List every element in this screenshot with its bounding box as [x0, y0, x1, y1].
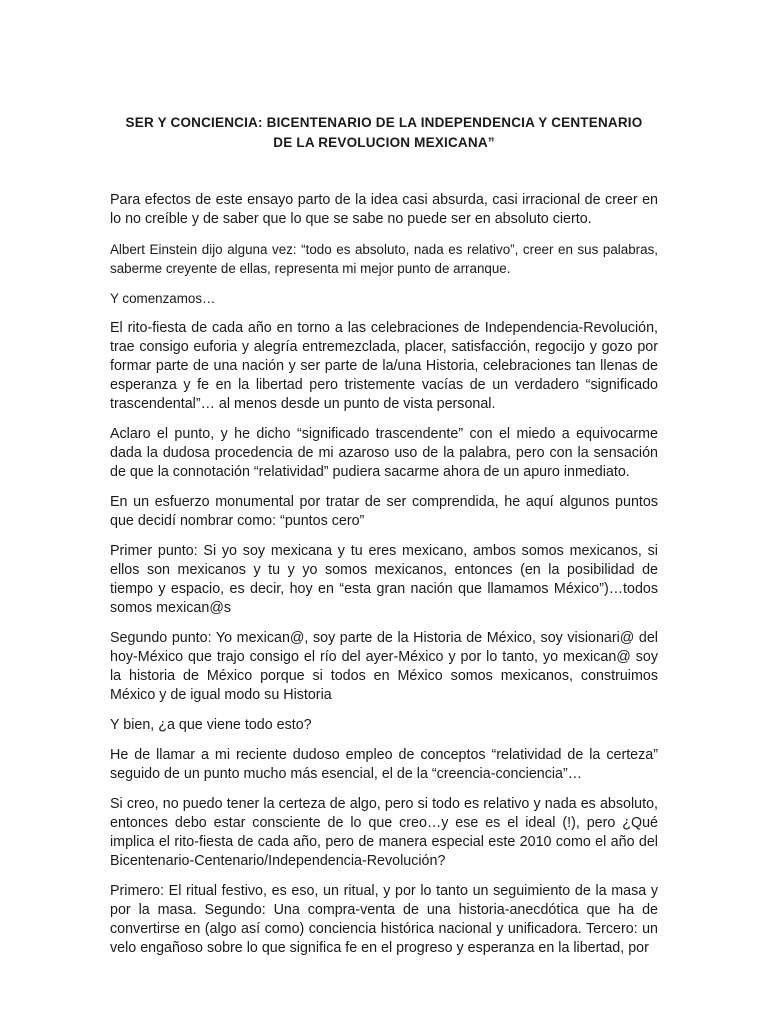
paragraph-si-creo: Si creo, no puedo tener la certeza de algo, pero si todo es relativo y nada es absoluto, entonces debo estar consciente de lo que creo…y ese es el ideal (!), pero ¿Qué implica el rito-fiesta de cada año, pero de manera especial este 2010 como el año del Bicentenario-Centenario/Independencia-Revolución? [110, 796, 658, 869]
paragraph-intro: Para efectos de este ensayo parto de la idea casi absurda, casi irracional de creer en lo no creíble y de saber que lo que se sabe no puede ser en absoluto cierto. [110, 192, 658, 227]
paragraph-pregunta: Y bien, ¿a que viene todo esto? [110, 717, 312, 733]
paragraph-rito-fiesta: El rito-fiesta de cada año en torno a las celebraciones de Independencia-Revolución, trae consigo euforia y alegría entremezclada, placer, satisfacción, regocijo y gozo por formar parte de una nación y ser parte de la/una Historia, celebraciones tan llenas de esperanza y fe en la libertad pero tristemente vacías de un verdadero “significado trascendental”… al menos desde un punto de vista personal. [110, 320, 658, 412]
title-line-2: DE LA REVOLUCION MEXICANA” [273, 135, 495, 150]
paragraph-einstein-quote: Albert Einstein dijo alguna vez: “todo es absoluto, nada es relativo”, creer en sus palabras, saberme creyente de ellas, representa mi mejor punto de arranque. [110, 242, 658, 276]
paragraph-primero-segundo-tercero: Primero: El ritual festivo, es eso, un ritual, y por lo tanto un seguimiento de la masa y por la masa. Segundo: Una compra-venta de una historia-anecdótica que ha de convertirse en (algo así como) conciencia histórica nacional y unificadora. Tercero: un velo engañoso sobre lo que significa fe en el progreso y esperanza en la libertad, por [110, 883, 658, 956]
paragraph-segundo-punto: Segundo punto: Yo mexican@, soy parte de la Historia de México, soy visionari@ del hoy-México que trajo consigo el río del ayer-México y por lo tanto, yo mexican@ soy la historia de México porque si todos en México somos mexicanos, construimos México y de igual modo su Historia [110, 630, 658, 703]
paragraph-aclaro: Aclaro el punto, y he dicho “significado trascendente” con el miedo a equivocarme dada la dudosa procedencia de mi azaroso uso de la palabra, pero con la sensación de que la connotación “relatividad” pudiera sacarme ahora de un apuro inmediato. [110, 426, 658, 480]
paragraph-primer-punto: Primer punto: Si yo soy mexicana y tu eres mexicano, ambos somos mexicanos, si ellos son mexicanos y tu y yo somos mexicanos, entonces (en la posibilidad de tiempo y espacio, es decir, hoy en “esta gran nación que llamamos México”)…todos somos mexican@s [110, 543, 658, 616]
paragraph-puntos-cero: En un esfuerzo monumental por tratar de ser comprendida, he aquí algunos puntos que decidí nombrar como: “puntos cero” [110, 494, 658, 529]
title-line-1: SER Y CONCIENCIA: BICENTENARIO DE LA INDEPENDENCIA Y CENTENARIO [125, 115, 643, 130]
paragraph-relatividad: He de llamar a mi reciente dudoso empleo de conceptos “relatividad de la certeza” seguido de un punto mucho más esencial, el de la “creencia-conciencia”… [110, 747, 658, 782]
document-body [110, 191, 658, 969]
paragraph-comenzamos: Y comenzamos… [110, 291, 216, 306]
document-title [100, 113, 668, 153]
